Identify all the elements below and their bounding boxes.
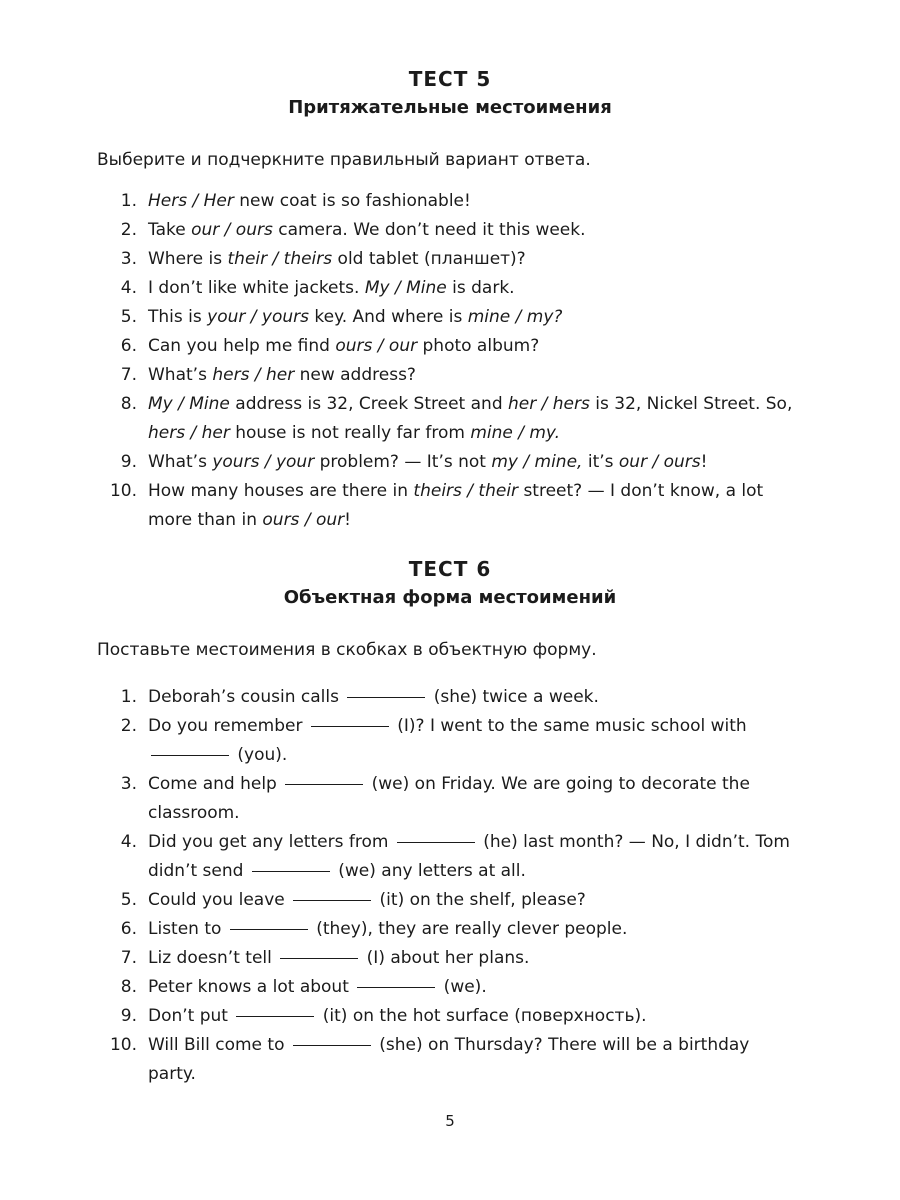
item-text: Take [148,220,192,240]
item-number: 1. [120,191,137,211]
exercise-item [0,187,900,216]
item-text: ! [344,510,351,530]
test-5-section [0,64,900,535]
answer-blank [285,784,363,785]
item-text: Don’t put [148,1006,234,1026]
item-text: is dark. [446,278,515,298]
answer-options: her / hers [508,394,590,414]
test-5-header [0,64,900,122]
answer-options: mine / my. [470,423,561,443]
test-5-subtitle: Притяжательные местоимения [288,97,612,118]
exercise-item [0,303,900,332]
item-text: How many houses are there in [148,481,414,501]
answer-blank [397,842,475,843]
item-text: (she) on Thursday? There will be a birthday party. [148,1035,750,1084]
item-text: (it) on the hot surface (поверхность). [317,1006,647,1026]
exercise-item [0,886,900,915]
item-number: 5. [120,890,137,910]
answer-options: My / Mine [148,394,230,414]
item-text: (he) last month? — No, I didn’t. Tom didn’t send [148,832,790,881]
test-6-section [0,554,900,1089]
test-5-title: ТЕСТ 5 [408,67,492,91]
exercise-item [0,274,900,303]
item-number: 2. [120,716,137,736]
item-number: 8. [120,977,137,997]
exercise-item [0,828,900,886]
item-text: Can you help me find [148,336,336,356]
exercise-item [0,973,900,1002]
item-number: 10. [109,1035,137,1055]
item-number: 1. [120,687,137,707]
exercise-item [0,332,900,361]
test-5-items [0,187,900,535]
item-text: new coat is so fashionable! [233,191,471,211]
exercise-item [0,448,900,477]
item-number: 5. [120,307,137,327]
test-5-instruction: Выберите и подчеркните правильный вариант ответа. [97,150,591,170]
answer-options: our / ours [191,220,273,240]
item-text: problem? — It’s not [314,452,492,472]
answer-blank [293,900,371,901]
exercise-item [0,683,900,712]
item-number: 3. [120,249,137,269]
item-text: (they), they are really clever people. [310,919,628,939]
item-text: (she) twice a week. [428,687,599,707]
answer-options: your / yours [207,307,309,327]
answer-options: hers / her [148,423,230,443]
item-number: 3. [120,774,137,794]
answer-blank [347,697,425,698]
exercise-item [0,245,900,274]
item-text: This is [148,307,208,327]
item-number: 2. [120,220,137,240]
answer-blank [252,871,330,872]
item-text: Listen to [148,919,227,939]
answer-options: mine / my? [467,307,563,327]
item-text: (it) on the shelf, please? [374,890,586,910]
item-text: (you). [232,745,288,765]
item-text: What’s [148,452,213,472]
item-text: (we). [438,977,487,997]
item-number: 8. [120,394,137,414]
item-text: camera. We don’t need it this week. [272,220,586,240]
item-text: (I)? I went to the same music school with [391,716,747,736]
answer-options: their / theirs [227,249,333,269]
exercise-item [0,944,900,973]
item-number: 6. [120,336,137,356]
item-number: 7. [120,365,137,385]
item-text: Did you get any letters from [148,832,394,852]
answer-options: hers / her [212,365,295,385]
answer-blank [151,755,229,756]
item-text: is 32, Nickel Street. So, [589,394,793,414]
answer-options: my / mine, [491,452,583,472]
answer-blank [357,987,435,988]
exercise-item [0,477,900,535]
test-6-subtitle: Объектная форма местоимений [283,587,617,608]
item-text: house is not really far from [229,423,471,443]
item-text: Peter knows a lot about [148,977,355,997]
answer-options: ours / our [262,510,345,530]
answer-options: theirs / their [413,481,519,501]
exercise-item [0,1002,900,1031]
item-text: new address? [294,365,416,385]
exercise-item [0,390,900,448]
item-text: What’s [148,365,213,385]
item-number: 7. [120,948,137,968]
answer-options: yours / your [212,452,315,472]
item-text: Liz doesn’t tell [148,948,278,968]
item-text: it’s [582,452,619,472]
item-text: ! [700,452,708,472]
exercise-item [0,712,900,770]
item-text: Will Bill come to [148,1035,290,1055]
exercise-item [0,216,900,245]
item-text: Where is [148,249,228,269]
item-text: Come and help [148,774,283,794]
item-text: address is 32, Creek Street and [229,394,509,414]
test-6-items [0,683,900,1089]
answer-options: ours / our [335,336,418,356]
item-text: (we) on Friday. We are going to decorate the classroom. [148,774,750,823]
item-text: (we) any letters at all. [332,861,526,881]
exercise-item [0,361,900,390]
item-number: 4. [120,832,137,852]
item-number: 9. [120,452,137,472]
item-text: Could you leave [148,890,291,910]
item-text: I don’t like white jackets. [148,278,365,298]
test-6-header [0,554,900,612]
item-text: Deborah’s cousin calls [148,687,345,707]
item-text: (I) about her plans. [361,948,530,968]
item-text: old tablet (планшет)? [332,249,526,269]
answer-blank [236,1016,314,1017]
answer-blank [230,929,308,930]
answer-blank [280,958,358,959]
exercise-item [0,1031,900,1089]
test-6-title: ТЕСТ 6 [408,557,492,581]
item-number: 4. [120,278,137,298]
answer-options: My / Mine [364,278,447,298]
item-text: key. And where is [308,307,468,327]
exercise-item [0,915,900,944]
test-6-instruction: Поставьте местоимения в скобках в объектную форму. [97,640,597,660]
item-text: photo album? [417,336,540,356]
page-number: 5 [445,1112,455,1130]
exercise-item [0,770,900,828]
item-text: street? — I don’t know, a lot more than in [148,481,764,530]
item-number: 9. [120,1006,137,1026]
answer-options: Hers / Her [148,191,234,211]
item-number: 10. [109,481,137,501]
item-number: 6. [120,919,137,939]
answer-options: our / ours [618,452,701,472]
answer-blank [311,726,389,727]
item-text: Do you remember [148,716,308,736]
answer-blank [293,1045,371,1046]
